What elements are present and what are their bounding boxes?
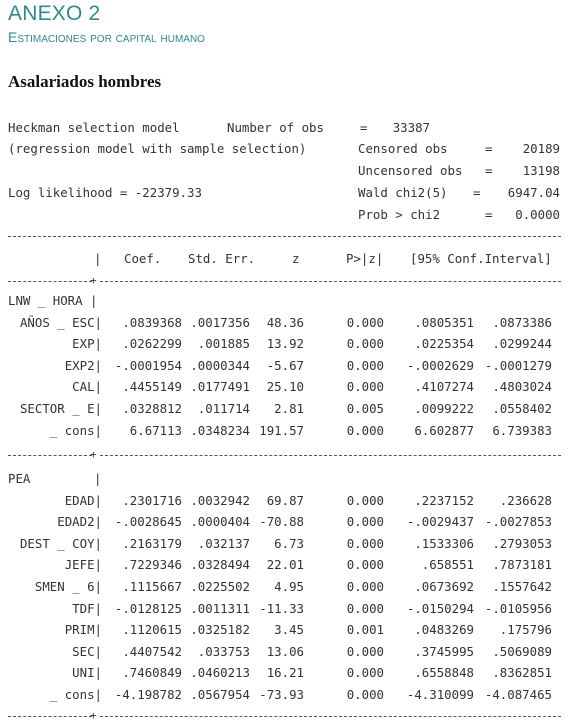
header-separator: |: [94, 251, 102, 266]
row-std-err: .033753: [197, 643, 250, 659]
row-coef: .4455149: [122, 379, 182, 395]
row-ci-low: .6558848: [414, 665, 474, 681]
row-pvalue: 0.000: [346, 492, 384, 508]
row-coef: .2163179: [122, 535, 182, 551]
row-std-err: .0000404: [190, 514, 250, 530]
row-ci-low: .2237152: [414, 492, 474, 508]
prob-value: 0.0000: [515, 207, 560, 222]
row-coef: .1120615: [122, 622, 182, 638]
uncensored-label: Uncensored obs: [358, 163, 463, 178]
row-ci-high: -4.087465: [484, 687, 552, 702]
row-ci-high: .236628: [499, 492, 552, 508]
group-rule-cross: +: [90, 448, 97, 461]
row-pvalue: 0.000: [346, 643, 384, 659]
group-separator: |: [94, 471, 102, 486]
nobs-eq: =: [360, 120, 368, 135]
row-variable: EDAD|: [64, 492, 102, 508]
row-pvalue: 0.005: [346, 401, 384, 416]
row-ci-low: .0099222: [414, 401, 474, 416]
row-pvalue: 0.001: [346, 622, 384, 638]
row-pvalue: 0.000: [346, 314, 384, 330]
row-ci-high: .5069089: [492, 643, 552, 659]
row-ci-low: .4107274: [414, 379, 474, 395]
model-name: Heckman selection model: [8, 120, 180, 135]
row-std-err: .0328494: [190, 557, 250, 573]
row-std-err: .032137: [197, 535, 250, 551]
row-variable: SECTOR _ E|: [19, 401, 102, 416]
row-std-err: .0325182: [190, 622, 250, 638]
row-variable: TDF|: [72, 600, 102, 616]
nobs-label: Number of obs: [227, 120, 324, 135]
row-std-err: .0017356: [190, 314, 250, 330]
uncensored-value: 13198: [522, 163, 560, 178]
row-ci-low: -.0029437: [406, 514, 474, 530]
row-variable: AÑOS _ ESC|: [19, 314, 102, 330]
row-coef: -.0028645: [114, 514, 182, 530]
row-std-err: .0460213: [190, 665, 250, 681]
row-ci-low: .0673692: [414, 579, 474, 594]
row-variable: DEST _ COY|: [19, 535, 102, 551]
row-pvalue: 0.000: [346, 557, 384, 573]
prob-label: Prob > chi2: [358, 207, 441, 222]
header-conf-interval: [95% Conf.Interval]: [410, 251, 552, 266]
row-variable: EXP2|: [64, 357, 102, 373]
row-z: 4.95: [274, 579, 304, 594]
row-coef: .0328812: [122, 401, 182, 416]
row-ci-low: .3745995: [414, 643, 474, 659]
row-coef: .7460849: [122, 665, 182, 681]
annex-title: ANEXO 2: [8, 2, 101, 25]
row-ci-high: .1557642: [492, 579, 552, 594]
row-ci-high: -.0027853: [484, 514, 552, 530]
row-std-err: .0348234: [190, 422, 250, 438]
row-std-err: .0177491: [190, 379, 250, 395]
row-z: 3.45: [274, 622, 304, 638]
row-std-err: .001885: [197, 336, 250, 352]
row-z: 13.92: [266, 336, 304, 352]
header-z: z: [292, 251, 300, 266]
row-variable: EDAD2|: [57, 514, 102, 530]
row-ci-high: 6.739383: [492, 422, 552, 438]
row-std-err: .0567954: [190, 687, 250, 702]
row-z: 48.36: [266, 314, 304, 330]
row-coef: -.0128125: [114, 600, 182, 616]
row-coef: .1115667: [122, 579, 182, 594]
group-rule-right: [100, 716, 561, 717]
row-pvalue: 0.000: [346, 357, 384, 373]
censored-value: 20189: [522, 141, 560, 156]
group-rule-left: [8, 716, 92, 717]
row-z: -5.67: [266, 357, 304, 373]
row-ci-low: -4.310099: [406, 687, 474, 702]
row-z: 16.21: [266, 665, 304, 681]
row-variable: SEC|: [72, 643, 102, 659]
row-ci-high: .0873386: [492, 314, 552, 330]
row-coef: -4.198782: [114, 687, 182, 702]
row-ci-low: 6.602877: [414, 422, 474, 438]
row-variable: SMEN _ 6|: [34, 579, 102, 594]
row-variable: JEFE|: [64, 557, 102, 573]
row-std-err: .0000344: [190, 357, 250, 373]
row-z: 2.81: [274, 401, 304, 416]
row-ci-low: .0805351: [414, 314, 474, 330]
uncensored-eq: =: [485, 163, 493, 178]
row-variable: UNI|: [72, 665, 102, 681]
header-rule-right: [100, 281, 561, 282]
row-pvalue: 0.000: [346, 665, 384, 681]
header-coef: Coef.: [124, 251, 162, 266]
row-ci-high: .175796: [499, 622, 552, 638]
row-z: -11.33: [259, 600, 304, 616]
row-coef: 6.67113: [129, 422, 182, 438]
row-variable: CAL|: [72, 379, 102, 395]
row-coef: .0839368: [122, 314, 182, 330]
row-coef: .7229346: [122, 557, 182, 573]
row-variable: _ cons|: [49, 422, 102, 438]
wald-label: Wald chi2(5): [358, 185, 448, 200]
row-coef: .0262299: [122, 336, 182, 352]
row-coef: -.0001954: [114, 357, 182, 373]
row-coef: .4407542: [122, 643, 182, 659]
row-coef: .2301716: [122, 492, 182, 508]
row-ci-low: -.0002629: [406, 357, 474, 373]
row-z: -70.88: [259, 514, 304, 530]
row-z: 191.57: [259, 422, 304, 438]
header-std-err: Std. Err.: [188, 251, 256, 266]
row-ci-high: .7873181: [492, 557, 552, 573]
header-rule-left: [8, 281, 92, 282]
row-std-err: .0032942: [190, 492, 250, 508]
section-title: Asalariados hombres: [8, 72, 162, 91]
row-ci-low: .0225354: [414, 336, 474, 352]
wald-value: 6947.04: [507, 185, 560, 200]
row-ci-high: .8362851: [492, 665, 552, 681]
censored-eq: =: [485, 141, 493, 156]
group-label: PEA: [8, 471, 31, 486]
row-pvalue: 0.000: [346, 535, 384, 551]
nobs-value: 33387: [392, 120, 430, 135]
row-pvalue: 0.000: [346, 379, 384, 395]
annex-subtitle: Estimaciones por capital humano: [8, 29, 205, 45]
row-pvalue: 0.000: [346, 514, 384, 530]
row-variable: EXP|: [72, 336, 102, 352]
group-rule-left: [8, 455, 92, 456]
row-ci-low: .658551: [421, 557, 474, 573]
row-std-err: .011714: [197, 401, 250, 416]
row-z: 13.06: [266, 643, 304, 659]
row-z: -73.93: [259, 687, 304, 702]
header-rule-cross: +: [90, 274, 97, 287]
group-rule-right: [100, 455, 561, 456]
row-pvalue: 0.000: [346, 422, 384, 438]
row-z: 69.87: [266, 492, 304, 508]
prob-eq: =: [485, 207, 493, 222]
row-pvalue: 0.000: [346, 579, 384, 594]
row-ci-high: -.0001279: [484, 357, 552, 373]
table-top-rule: [8, 236, 561, 237]
row-ci-high: .4803024: [492, 379, 552, 395]
log-likelihood: Log likelihood = -22379.33: [8, 185, 202, 200]
row-ci-high: .0558402: [492, 401, 552, 416]
header-pvalue: P>|z|: [346, 251, 384, 266]
row-pvalue: 0.000: [346, 336, 384, 352]
row-z: 25.10: [266, 379, 304, 395]
row-variable: _ cons|: [49, 687, 102, 702]
wald-eq: =: [473, 185, 481, 200]
censored-label: Censored obs: [358, 141, 448, 156]
row-std-err: .0225502: [190, 579, 250, 594]
row-ci-low: .0483269: [414, 622, 474, 638]
group-rule-cross: +: [90, 709, 97, 722]
row-ci-low: -.0150294: [406, 600, 474, 616]
row-ci-low: .1533306: [414, 535, 474, 551]
model-subtitle: (regression model with sample selection): [8, 141, 307, 156]
row-ci-high: -.0105956: [484, 600, 552, 616]
row-std-err: .0011311: [190, 600, 250, 616]
row-z: 22.01: [266, 557, 304, 573]
group-label: LNW _ HORA |: [8, 293, 98, 308]
row-pvalue: 0.000: [346, 687, 384, 702]
row-variable: PRIM|: [64, 622, 102, 638]
row-ci-high: .2793053: [492, 535, 552, 551]
row-pvalue: 0.000: [346, 600, 384, 616]
row-ci-high: .0299244: [492, 336, 552, 352]
row-z: 6.73: [274, 535, 304, 551]
